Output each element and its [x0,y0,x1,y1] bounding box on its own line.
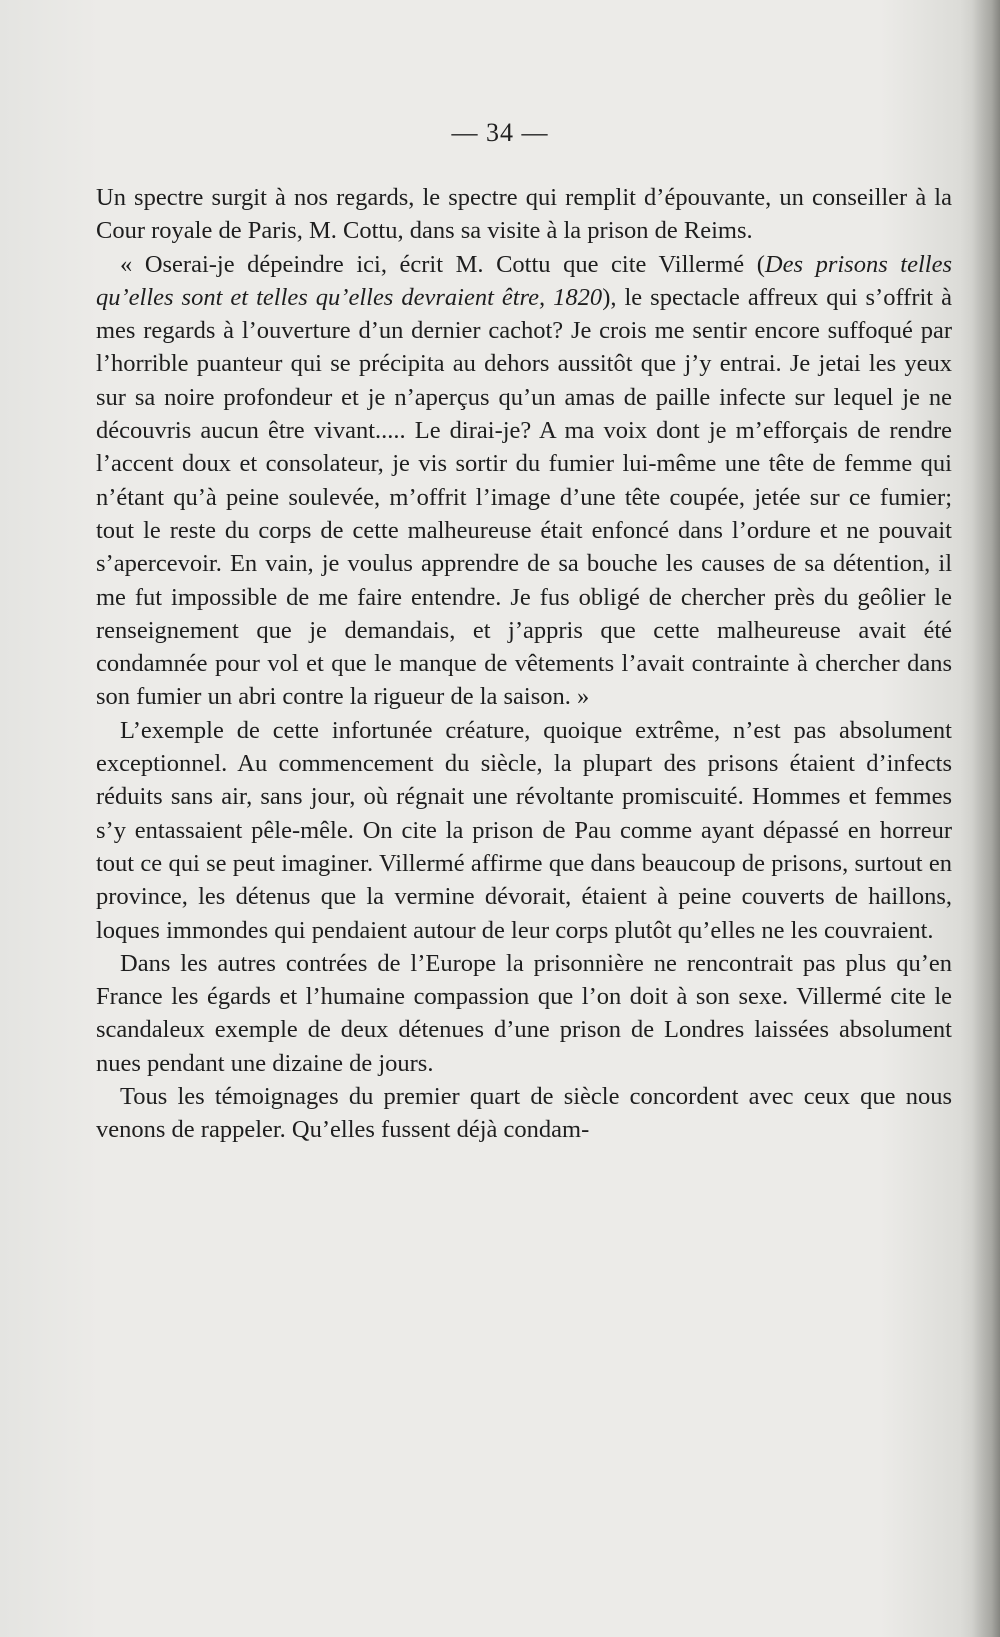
paragraph-2-quote [96,248,952,714]
paragraph-3: L’exemple de cette infortunée créature, quoique extrême, n’est pas absolument exceptionnel. Au commencement du siècle, la plupart des prisons étaient d’infects réduits sans air, sans jour, où régnait une révoltante promiscuité. Hommes et femmes s’y entassaient pêle-mêle. On cite la prison de Pau comme ayant dépassé en horreur tout ce qui se peut imaginer. Villermé affirme que dans beaucoup de prisons, surtout en province, les détenus que la vermine dévorait, étaient à peine couverts de haillons, loques immondes qui pendaient autour de leur corps plutôt qu’elles ne les couvraient. [96,716,952,944]
quote-body: ), le spectacle affreux qui s’offrit à mes regards à l’ouverture d’un dernier cachot? Je crois me sentir encore suffoqué par l’horrible puanteur qui se précipita au dehors aussitôt que j’y entrai. Je jetai les yeux sur sa noire profondeur et je n’aperçus qu’un amas de paille infecte sur lequel je ne découvris aucun être vivant..... Le dirai-je? A ma voix dont je m’efforçais de rendre l’accent doux et consolateur, je vis sortir du fumier lui-même une tête de femme qui n’étant qu’à peine soulevée, m’offrit l’image d’une tête coupée, jetée sur ce fumier; tout le reste du corps de cette malheureuse était enfoncé dans l’ordure et ne pouvait s’apercevoir. En vain, je voulus apprendre de sa bouche les causes de sa détention, il me fut impossible de me faire entendre. Je fus obligé de chercher près du geôlier le renseignement que je demandais, et j’appris que cette malheureuse avait été condamnée pour vol et que le manque de vêtements l’avait contrainte à chercher dans son fumier un abri contre la rigueur de la saison. » [96,283,952,711]
page-edge-shadow [972,0,1000,1637]
book-title-citation: Des prisons telles qu’elles sont et telles qu’elles devraient être, 1820 [96,250,952,311]
body-text [96,181,952,1147]
quote-intro: « Oserai-je dépeindre ici, écrit M. Cottu que cite Villermé ( [120,250,765,278]
page-number: — 34 — [451,118,549,147]
paragraph-1: Un spectre surgit à nos regards, le spectre qui remplit d’épouvante, un conseiller à la Cour royale de Paris, M. Cottu, dans sa visite à la prison de Reims. [96,184,952,245]
paragraph-5: Tous les témoignages du premier quart de siècle concordent avec ceux que nous venons de rappeler. Qu’elles fussent déjà condam- [96,1083,952,1144]
paragraph-4: Dans les autres contrées de l’Europe la prisonnière ne rencontrait pas plus qu’en France les égards et l’humaine compassion que l’on doit à son sexe. Villermé cite le scandaleux exemple de deux détenues d’une prison de Londres laissées absolument nues pendant une dizaine de jours. [96,949,952,1077]
